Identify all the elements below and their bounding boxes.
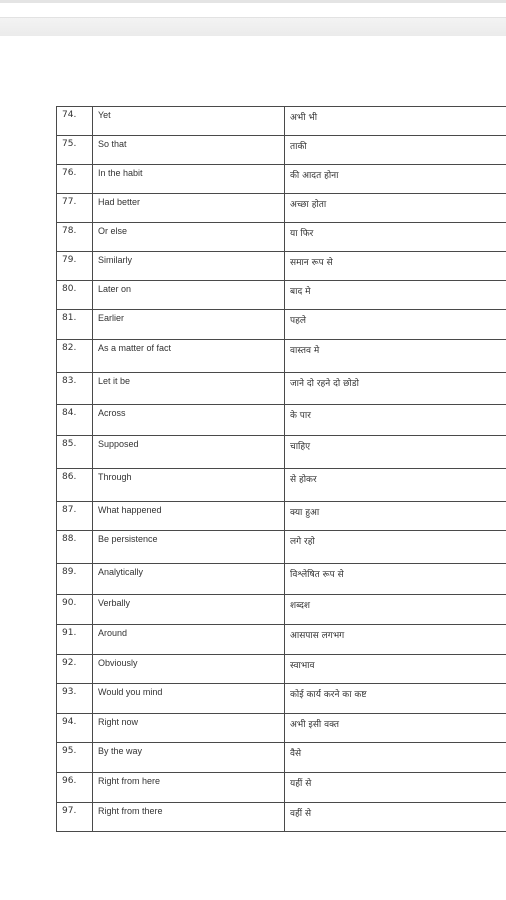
english-phrase: Had better bbox=[93, 194, 285, 223]
english-phrase: Across bbox=[93, 405, 285, 436]
hindi-meaning: लगे रहो bbox=[285, 531, 506, 564]
english-phrase: Would you mind bbox=[93, 684, 285, 714]
row-number: 77. bbox=[57, 194, 93, 223]
hindi-meaning: कोई कार्य करने का कष्ट bbox=[285, 684, 506, 714]
table-row bbox=[57, 340, 506, 373]
table-row bbox=[57, 194, 506, 223]
hindi-meaning: बाद मे bbox=[285, 281, 506, 310]
row-number: 81. bbox=[57, 310, 93, 340]
table-row bbox=[57, 469, 506, 502]
hindi-meaning: क्या हुआ bbox=[285, 502, 506, 531]
english-phrase: Earlier bbox=[93, 310, 285, 340]
row-number: 76. bbox=[57, 165, 93, 194]
english-phrase: Right now bbox=[93, 714, 285, 743]
hindi-meaning: स्वाभाव bbox=[285, 655, 506, 684]
english-phrase: Around bbox=[93, 625, 285, 655]
hindi-meaning: शब्दश bbox=[285, 595, 506, 625]
row-number: 78. bbox=[57, 223, 93, 252]
viewer-toolbar bbox=[0, 17, 506, 37]
english-phrase: Similarly bbox=[93, 252, 285, 281]
table-row bbox=[57, 107, 506, 136]
hindi-meaning: ताकी bbox=[285, 136, 506, 165]
row-number: 96. bbox=[57, 773, 93, 803]
table-row bbox=[57, 502, 506, 531]
row-number: 82. bbox=[57, 340, 93, 373]
english-phrase: Analytically bbox=[93, 564, 285, 595]
table-row bbox=[57, 223, 506, 252]
table-row bbox=[57, 743, 506, 773]
english-phrase: Let it be bbox=[93, 373, 285, 405]
table-row bbox=[57, 373, 506, 405]
row-number: 83. bbox=[57, 373, 93, 405]
table-row bbox=[57, 310, 506, 340]
hindi-meaning: चाहिए bbox=[285, 436, 506, 469]
table-row bbox=[57, 655, 506, 684]
row-number: 90. bbox=[57, 595, 93, 625]
row-number: 75. bbox=[57, 136, 93, 165]
row-number: 89. bbox=[57, 564, 93, 595]
english-phrase: Right from there bbox=[93, 803, 285, 832]
hindi-meaning: वहीं से bbox=[285, 803, 506, 832]
hindi-meaning: अभी इसी वक्त bbox=[285, 714, 506, 743]
phrase-table-body bbox=[57, 107, 506, 832]
hindi-meaning: या फिर bbox=[285, 223, 506, 252]
hindi-meaning: पहले bbox=[285, 310, 506, 340]
english-phrase: Verbally bbox=[93, 595, 285, 625]
english-phrase: As a matter of fact bbox=[93, 340, 285, 373]
hindi-meaning: विश्लेषित रूप से bbox=[285, 564, 506, 595]
table-row bbox=[57, 252, 506, 281]
hindi-meaning: वास्तव मे bbox=[285, 340, 506, 373]
row-number: 85. bbox=[57, 436, 93, 469]
hindi-meaning: अभी भी bbox=[285, 107, 506, 136]
english-phrase: What happened bbox=[93, 502, 285, 531]
row-number: 97. bbox=[57, 803, 93, 832]
table-row bbox=[57, 684, 506, 714]
row-number: 92. bbox=[57, 655, 93, 684]
table-row bbox=[57, 531, 506, 564]
row-number: 94. bbox=[57, 714, 93, 743]
table-row bbox=[57, 714, 506, 743]
table-row bbox=[57, 281, 506, 310]
hindi-meaning: समान रूप से bbox=[285, 252, 506, 281]
row-number: 88. bbox=[57, 531, 93, 564]
row-number: 80. bbox=[57, 281, 93, 310]
english-phrase: Right from here bbox=[93, 773, 285, 803]
english-phrase: Later on bbox=[93, 281, 285, 310]
table-row bbox=[57, 803, 506, 832]
english-phrase: Yet bbox=[93, 107, 285, 136]
hindi-meaning: आसपास लगभग bbox=[285, 625, 506, 655]
english-phrase: Be persistence bbox=[93, 531, 285, 564]
row-number: 91. bbox=[57, 625, 93, 655]
english-phrase: By the way bbox=[93, 743, 285, 773]
table-row bbox=[57, 405, 506, 436]
table-row bbox=[57, 564, 506, 595]
english-phrase: Through bbox=[93, 469, 285, 502]
table-row bbox=[57, 625, 506, 655]
row-number: 95. bbox=[57, 743, 93, 773]
english-phrase: In the habit bbox=[93, 165, 285, 194]
phrase-table bbox=[56, 106, 506, 832]
viewer-top-bar bbox=[0, 0, 506, 3]
table-row bbox=[57, 436, 506, 469]
english-phrase: So that bbox=[93, 136, 285, 165]
row-number: 93. bbox=[57, 684, 93, 714]
row-number: 79. bbox=[57, 252, 93, 281]
row-number: 86. bbox=[57, 469, 93, 502]
hindi-meaning: के पार bbox=[285, 405, 506, 436]
row-number: 87. bbox=[57, 502, 93, 531]
row-number: 74. bbox=[57, 107, 93, 136]
english-phrase: Or else bbox=[93, 223, 285, 252]
table-row bbox=[57, 595, 506, 625]
hindi-meaning: यहीं से bbox=[285, 773, 506, 803]
hindi-meaning: की आदत होना bbox=[285, 165, 506, 194]
row-number: 84. bbox=[57, 405, 93, 436]
english-phrase: Supposed bbox=[93, 436, 285, 469]
hindi-meaning: अच्छा होता bbox=[285, 194, 506, 223]
table-row bbox=[57, 136, 506, 165]
hindi-meaning: से होकर bbox=[285, 469, 506, 502]
table-row bbox=[57, 773, 506, 803]
english-phrase: Obviously bbox=[93, 655, 285, 684]
hindi-meaning: जाने दो रहने दो छोडो bbox=[285, 373, 506, 405]
table-row bbox=[57, 165, 506, 194]
hindi-meaning: वैसे bbox=[285, 743, 506, 773]
